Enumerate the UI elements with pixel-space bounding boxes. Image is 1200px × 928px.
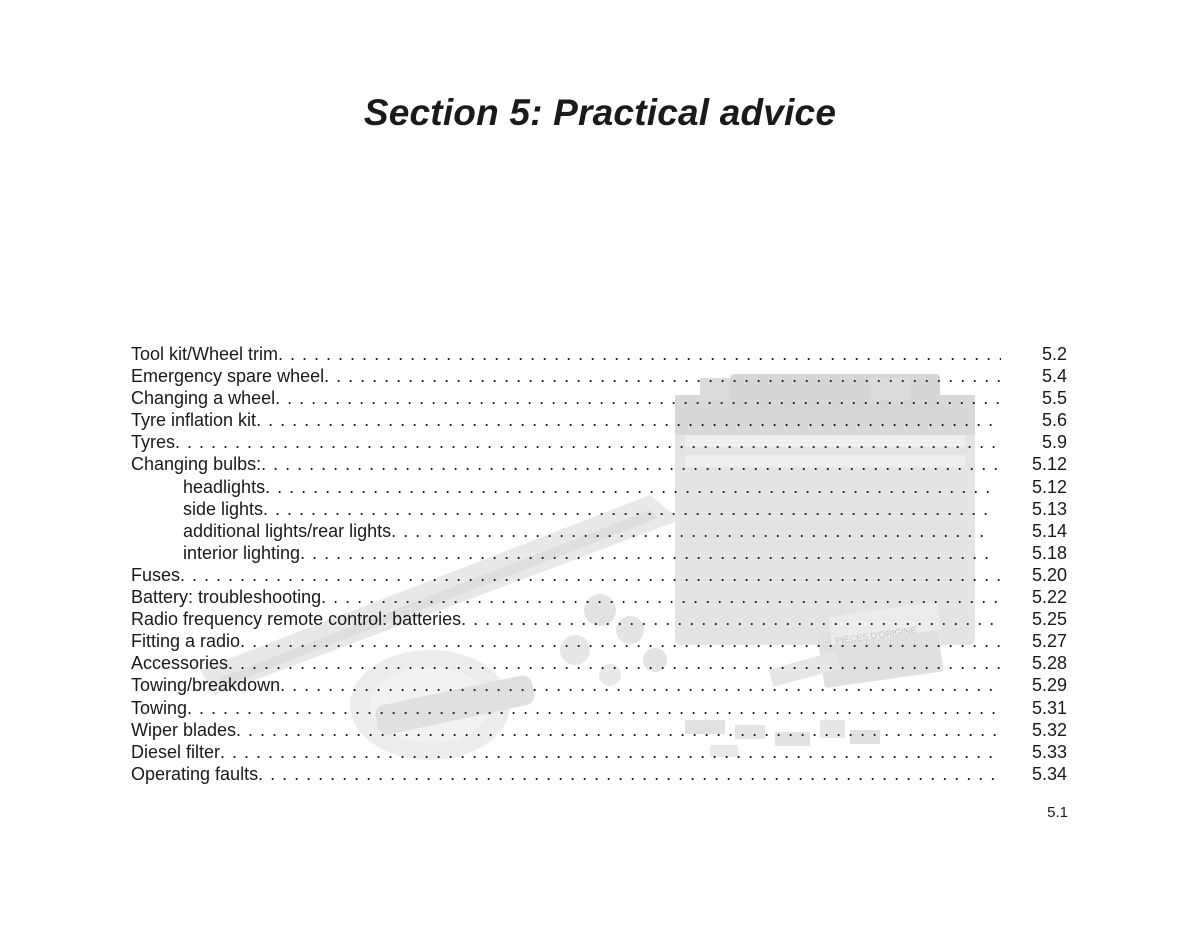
toc-dot-leader	[175, 431, 1001, 453]
toc-entry-label: Wiper blades	[131, 719, 237, 740]
toc-entry-label: additional lights/rear lights	[183, 520, 392, 541]
toc-dot-leader	[236, 719, 1001, 741]
toc-entry[interactable]	[131, 719, 1067, 741]
toc-entry-label: Fitting a radio	[131, 631, 241, 652]
toc-dot-leader	[265, 476, 991, 498]
toc-entry-label: Tool kit/Wheel trim	[131, 344, 279, 364]
toc-entry[interactable]	[131, 608, 1067, 630]
toc-dot-leader	[220, 741, 1001, 763]
toc-entry[interactable]	[131, 453, 1067, 475]
toc-entry-page: 5.28	[1031, 653, 1067, 674]
toc-entry-label: Operating faults	[131, 763, 259, 784]
toc-entry-label: Changing bulbs:	[131, 454, 262, 475]
toc-entry-label: Towing	[131, 697, 188, 718]
toc-dot-leader	[275, 387, 1001, 409]
toc-entry[interactable]	[131, 652, 1067, 674]
toc-entry-label: Tyre inflation kit	[131, 410, 257, 431]
toc-entry-label: Emergency spare wheel	[131, 366, 325, 387]
toc-entry-label: Battery: troubleshooting	[131, 587, 322, 608]
toc-entry-label: side lights	[183, 498, 264, 519]
toc-dot-leader	[228, 652, 1001, 674]
toc-dot-leader	[278, 343, 1001, 365]
toc-dot-leader	[256, 409, 1001, 431]
toc-dot-leader	[391, 520, 991, 542]
toc-entry[interactable]	[131, 741, 1067, 763]
toc-entry-page: 5.2	[1041, 344, 1067, 364]
toc-entry-page: 5.32	[1031, 719, 1067, 740]
toc-entry-label: Tyres	[131, 432, 176, 453]
toc-entry-page: 5.9	[1041, 432, 1067, 453]
toc-entry-page: 5.18	[1031, 542, 1067, 563]
toc-entry-page: 5.34	[1031, 763, 1067, 784]
toc-entry[interactable]	[131, 542, 1067, 564]
toc-dot-leader	[263, 498, 991, 520]
toc-dot-leader	[300, 542, 991, 564]
toc-entry[interactable]	[131, 697, 1067, 719]
toc-entry-page: 5.5	[1041, 388, 1067, 409]
toc-entry[interactable]	[131, 387, 1067, 409]
toc-entry-label: Accessories	[131, 653, 229, 674]
toc-entry-label: Changing a wheel	[131, 388, 276, 409]
toc-entry-page: 5.12	[1031, 476, 1067, 497]
toc-entry-page: 5.4	[1041, 366, 1067, 387]
toc-dot-leader	[324, 365, 1001, 387]
toc-entry[interactable]	[131, 365, 1067, 387]
toc-entry-label: Fuses	[131, 564, 181, 585]
toc-entry[interactable]	[131, 564, 1067, 586]
toc-dot-leader	[187, 697, 1001, 719]
toc-entry[interactable]	[131, 586, 1067, 608]
toc-entry-page: 5.29	[1031, 675, 1067, 696]
toc-entry[interactable]	[131, 498, 1067, 520]
toc-entry[interactable]	[131, 343, 1067, 365]
toc-dot-leader	[321, 586, 1001, 608]
toc-dot-leader	[261, 453, 1001, 475]
toc-entry-label: Towing/breakdown	[131, 675, 281, 696]
toc-entry-page: 5.13	[1031, 498, 1067, 519]
illustration-label: PIÈCES D'ORIGINE	[834, 624, 918, 647]
toc-entry-label: headlights	[183, 476, 266, 497]
toc-entry-page: 5.14	[1031, 520, 1067, 541]
table-of-contents	[131, 343, 1067, 785]
toc-entry-label: interior lighting	[183, 542, 301, 563]
page-title: Section 5: Practical advice	[363, 92, 837, 133]
toc-dot-leader	[258, 763, 1001, 785]
toc-entry[interactable]	[131, 520, 1067, 542]
toc-entry[interactable]	[131, 674, 1067, 696]
toc-dot-leader	[240, 630, 1001, 652]
toc-entry-page: 5.20	[1031, 564, 1067, 585]
toc-entry-page: 5.6	[1041, 410, 1067, 431]
toc-entry-page: 5.31	[1031, 697, 1067, 718]
toc-entry-label: Diesel filter	[131, 741, 221, 762]
toc-entry[interactable]	[131, 763, 1067, 785]
toc-entry-page: 5.27	[1031, 631, 1067, 652]
toc-dot-leader	[280, 674, 1001, 696]
toc-entry-label: Radio frequency remote control: batteries	[131, 609, 462, 630]
toc-entry-page: 5.25	[1031, 609, 1067, 630]
toc-entry[interactable]	[131, 431, 1067, 453]
toc-entry[interactable]	[131, 476, 1067, 498]
toc-dot-leader	[180, 564, 1001, 586]
toc-entry-page: 5.12	[1031, 454, 1067, 475]
toc-entry-page: 5.22	[1031, 587, 1067, 608]
toc-entry-page: 5.33	[1031, 741, 1067, 762]
toc-entry[interactable]	[131, 630, 1067, 652]
toc-dot-leader	[461, 608, 1001, 630]
toc-entry[interactable]	[131, 409, 1067, 431]
page-number: 5.1	[1047, 804, 1068, 821]
